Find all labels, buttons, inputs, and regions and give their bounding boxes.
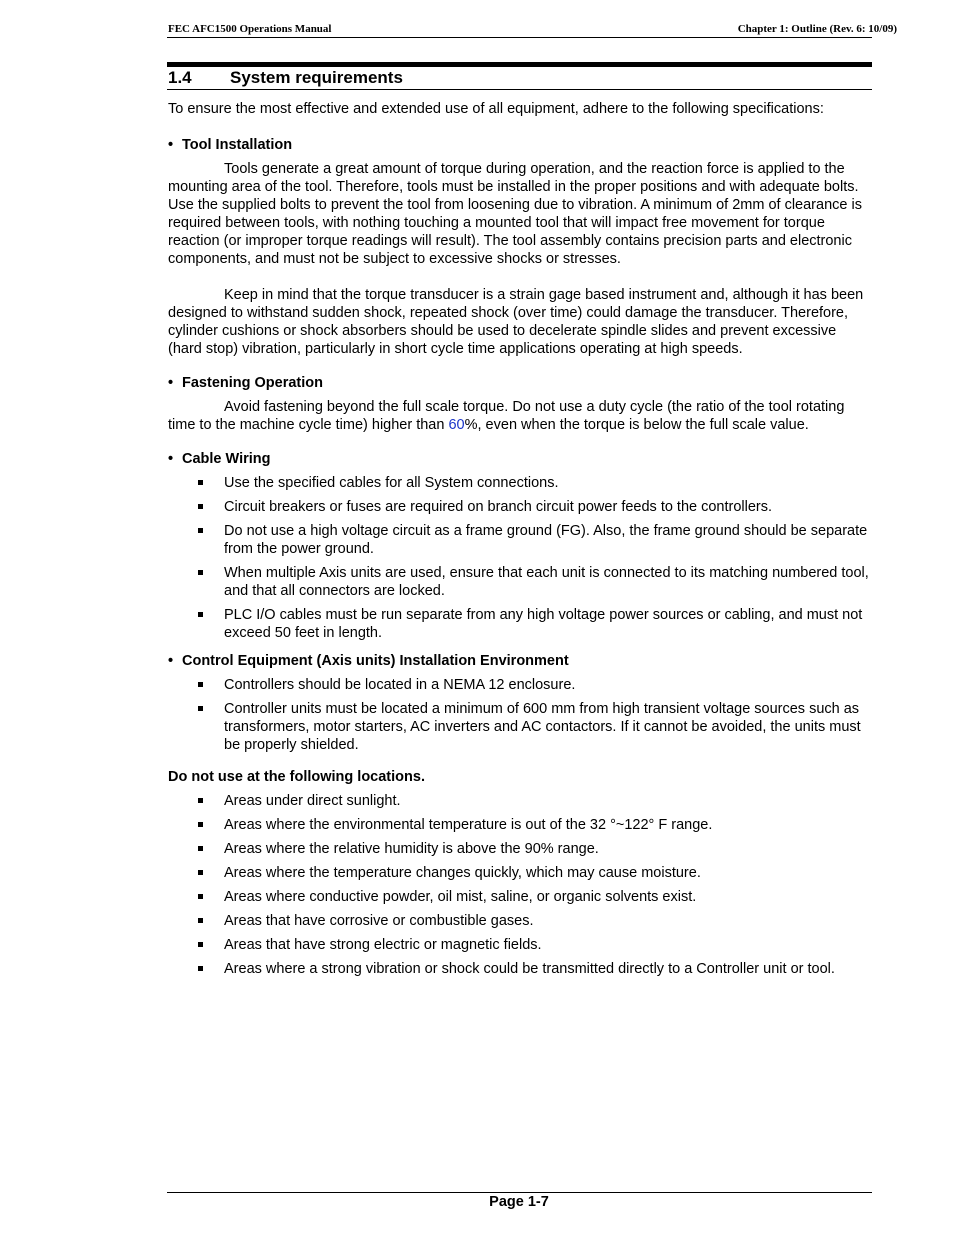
intro-paragraph: To ensure the most effective and extended use of all equipment, adhere to the following specifications: (168, 101, 824, 117)
list-item-text: Areas where the relative humidity is above the 90% range. (224, 841, 599, 857)
header-rule (167, 37, 872, 38)
square-bullet-icon (198, 798, 203, 803)
list-item (168, 606, 872, 642)
list-item-text: Areas where conductive powder, oil mist, saline, or organic solvents exist. (224, 889, 697, 905)
heading-text: Control Equipment (Axis units) Installation Environment (182, 653, 569, 669)
section-heading (168, 68, 403, 88)
cable-wiring-list (168, 474, 872, 642)
footer-rule (167, 1192, 872, 1193)
list-item (168, 700, 872, 754)
list-item (168, 960, 872, 978)
list-item-text: Circuit breakers or fuses are required on branch circuit power feeds to the controllers. (224, 499, 773, 515)
list-item (168, 522, 872, 558)
header-manual-title: FEC AFC1500 Operations Manual (168, 23, 332, 35)
square-bullet-icon (198, 942, 203, 947)
square-bullet-icon (198, 504, 203, 509)
heading-bullet-icon: • (168, 137, 174, 153)
control-environment-heading (168, 652, 872, 670)
heading-text: Tool Installation (182, 137, 293, 153)
list-item-text: When multiple Axis units are used, ensure that each unit is connected to its matching numbered tool, and that all connectors are locked. (224, 565, 869, 599)
square-bullet-icon (198, 612, 203, 617)
duty-cycle-link[interactable]: 60 (448, 417, 465, 433)
list-item (168, 864, 872, 882)
heading-text: Cable Wiring (182, 451, 271, 467)
square-bullet-icon (198, 570, 203, 575)
list-item-text: PLC I/O cables must be run separate from any high voltage power sources or cabling, and must not exceed 50 feet in length. (224, 607, 863, 641)
list-item (168, 676, 872, 694)
list-item-text: Areas that have strong electric or magnetic fields. (224, 937, 542, 953)
list-item (168, 816, 872, 834)
square-bullet-icon (198, 846, 203, 851)
page-number: Page 1-7 (489, 1194, 549, 1210)
square-bullet-icon (198, 682, 203, 687)
square-bullet-icon (198, 706, 203, 711)
section-body (168, 100, 872, 984)
list-item (168, 474, 872, 492)
tool-installation-paragraph-2: Keep in mind that the torque transducer is a strain gage based instrument and, although it has been designed to withstand sudden shock, repeated shock (over time) could damage the transducer. Therefore, cylinder cushions or shock absorbers should be used to decelerate spindle slides and prevent excessive (hard stop) vibration, particularly in short cycle time applications operating at high speeds. (168, 287, 864, 357)
heading-text: Do not use at the following locations. (168, 769, 425, 785)
square-bullet-icon (198, 822, 203, 827)
list-item-text: Areas where a strong vibration or shock could be transmitted directly to a Controller unit or tool. (224, 961, 835, 977)
control-environment-list (168, 676, 872, 754)
square-bullet-icon (198, 894, 203, 899)
section-number: 1.4 (168, 68, 192, 87)
square-bullet-icon (198, 480, 203, 485)
tool-installation-heading (168, 136, 872, 154)
fastening-operation-heading (168, 374, 872, 392)
section-bottom-rule (167, 89, 872, 90)
heading-bullet-icon: • (168, 375, 174, 391)
section-top-bar (167, 62, 872, 67)
list-item-text: Controller units must be located a minimum of 600 mm from high transient voltage sources such as transformers, motor starters, AC inverters and AC contactors. If it cannot be avoided, the units must be properly shielded. (224, 701, 861, 753)
list-item (168, 840, 872, 858)
section-title: System requirements (230, 68, 403, 87)
tool-installation-paragraph-1: Tools generate a great amount of torque during operation, and the reaction force is applied to the mounting area of the tool. Therefore, tools must be installed in the proper positions and with adequate bolts. Use the supplied bolts to prevent the tool from loosening due to vibration. A minimum of 2mm of clearance is required between tools, with nothing touching a mounted tool that will impact free movement for torque reaction (or improper torque readings will result). The tool assembly contains precision parts and electronic components, and must not be subject to excessive shocks or stresses. (168, 161, 862, 267)
heading-bullet-icon: • (168, 653, 174, 669)
list-item (168, 912, 872, 930)
fastening-paragraph (168, 398, 872, 434)
list-item (168, 792, 872, 810)
list-item-text: Do not use a high voltage circuit as a frame ground (FG). Also, the frame ground should be separate from the power ground. (224, 523, 868, 557)
heading-bullet-icon: • (168, 451, 174, 467)
running-header (167, 22, 897, 37)
square-bullet-icon (198, 918, 203, 923)
fastening-text-after: %, even when the torque is below the full scale value. (464, 417, 809, 433)
list-item-text: Areas under direct sunlight. (224, 793, 401, 809)
list-item-text: Areas where the environmental temperature is out of the 32 °~122° F range. (224, 817, 713, 833)
square-bullet-icon (198, 870, 203, 875)
square-bullet-icon (198, 966, 203, 971)
cable-wiring-heading (168, 450, 872, 468)
locations-list (168, 792, 872, 978)
header-chapter-info: Chapter 1: Outline (Rev. 6: 10/09) (737, 23, 897, 35)
list-item-text: Use the specified cables for all System connections. (224, 475, 559, 491)
list-item-text: Areas that have corrosive or combustible gases. (224, 913, 534, 929)
list-item (168, 888, 872, 906)
list-item-text: Areas where the temperature changes quickly, which may cause moisture. (224, 865, 701, 881)
list-item-text: Controllers should be located in a NEMA 12 enclosure. (224, 677, 576, 693)
list-item (168, 498, 872, 516)
heading-text: Fastening Operation (182, 375, 323, 391)
fastening-text-before: Avoid fastening beyond the full scale torque. Do not use a duty cycle (the ratio of the tool rotating time to the machine cycle time) higher than (168, 399, 845, 433)
list-item (168, 564, 872, 600)
list-item (168, 936, 872, 954)
locations-heading (168, 768, 872, 786)
square-bullet-icon (198, 528, 203, 533)
